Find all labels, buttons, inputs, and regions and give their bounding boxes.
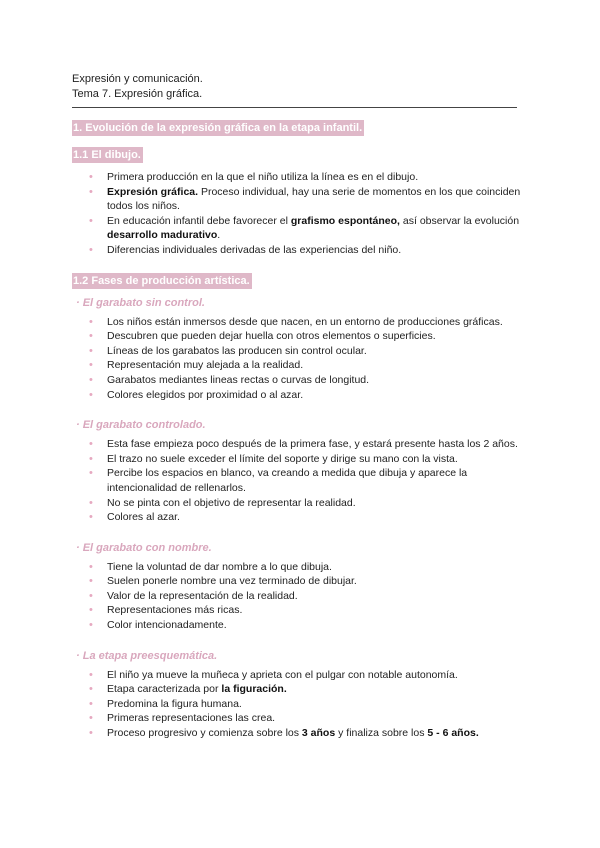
list-item: • Predomina la figura humana.	[72, 697, 532, 712]
phase-heading-sin-control: · El garabato sin control.	[76, 296, 205, 309]
list-item: • Primera producción en la que el niño utiliza la línea es en el dibujo.	[72, 170, 532, 185]
subsection-heading-dibujo: 1.1 El dibujo.	[73, 149, 141, 161]
list-item: • El niño ya mueve la muñeca y aprieta con el pulgar con notable autonomía.	[72, 668, 532, 683]
list-item: • Expresión gráfica. Proceso individual, hay una serie de momentos en los que coinciden todos los niños.	[72, 185, 532, 214]
document-body	[72, 118, 532, 741]
phase-list-con-nombre	[72, 560, 532, 633]
list-item: • Garabatos mediantes lineas rectas o curvas de longitud.	[72, 373, 532, 388]
list-item: • No se pinta con el objetivo de representar la realidad.	[72, 496, 532, 511]
list-item: • Líneas de los garabatos las producen sin control ocular.	[72, 344, 532, 359]
list-item: • Colores elegidos por proximidad o al azar.	[72, 388, 532, 403]
list-item: • Representaciones más ricas.	[72, 603, 532, 618]
phase-heading-preesquematica: · La etapa preesquemática.	[76, 649, 218, 662]
phase-list-sin-control	[72, 315, 532, 403]
list-item: • Tiene la voluntad de dar nombre a lo que dibuja.	[72, 560, 532, 575]
document-header	[72, 72, 203, 102]
phase-heading-con-nombre: · El garabato con nombre.	[76, 541, 212, 554]
list-item: • En educación infantil debe favorecer el grafismo espontáneo, así observar la evolución desarrollo madurativo.	[72, 214, 532, 243]
list-item: • Los niños están inmersos desde que nacen, en un entorno de producciones gráficas.	[72, 315, 532, 330]
list-item: • Proceso progresivo y comienza sobre los 3 años y finaliza sobre los 5 - 6 años.	[72, 726, 532, 741]
phase-list-controlado	[72, 437, 532, 525]
course-title: Expresión y comunicación.	[72, 73, 203, 85]
list-item: • Color intencionadamente.	[72, 618, 532, 633]
subsection-heading-fases: 1.2 Fases de producción artística.	[73, 274, 250, 287]
phase-list-preesquematica	[72, 668, 532, 741]
list-item: • Descubren que pueden dejar huella con otros elementos o superficies.	[72, 329, 532, 344]
phase-heading-controlado: · El garabato controlado.	[76, 419, 206, 432]
list-item: • Diferencias individuales derivadas de las experiencias del niño.	[72, 243, 532, 258]
list-item: • El trazo no suele exceder el límite del soporte y dirige su mano con la vista.	[72, 452, 532, 467]
topic-title: Tema 7. Expresión gráfica.	[72, 88, 203, 100]
section-heading: 1. Evolución de la expresión gráfica en la etapa infantil.	[73, 122, 363, 134]
list-item: • Valor de la representación de la realidad.	[72, 589, 532, 604]
list-item: • Primeras representaciones las crea.	[72, 711, 532, 726]
dibujo-list	[72, 170, 532, 258]
list-item: • Suelen ponerle nombre una vez terminado de dibujar.	[72, 574, 532, 589]
header-divider	[72, 107, 517, 108]
list-item: • Colores al azar.	[72, 510, 532, 525]
list-item: • Esta fase empieza poco después de la primera fase, y estará presente hasta los 2 años.	[72, 437, 532, 452]
list-item: • Representación muy alejada a la realidad.	[72, 358, 532, 373]
list-item: • Percibe los espacios en blanco, va creando a medida que dibuja y aparece la intencionalidad de rellenarlos.	[72, 466, 532, 495]
list-item: • Etapa caracterizada por la figuración.	[72, 682, 532, 697]
